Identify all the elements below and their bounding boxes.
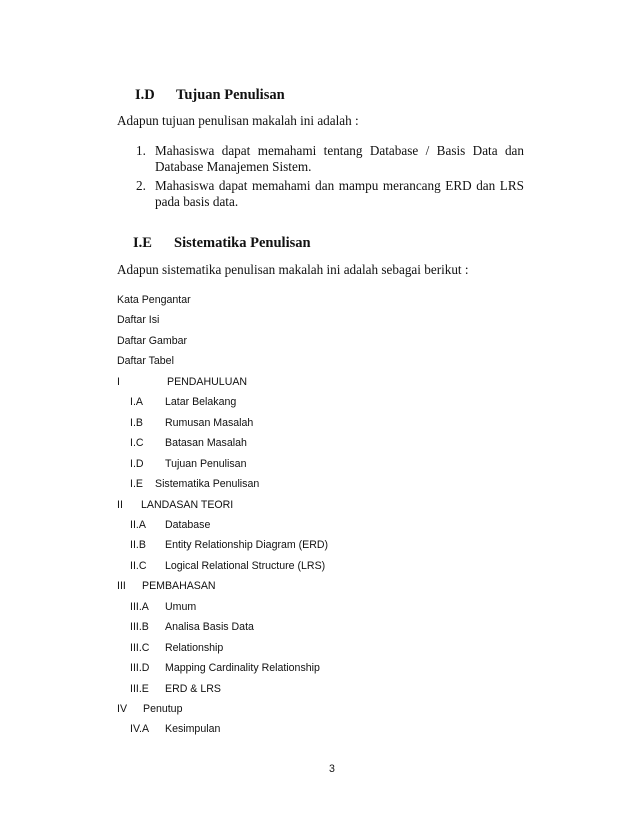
- toc-subsection: [130, 396, 236, 408]
- toc-title: Sistematika Penulisan: [155, 478, 260, 491]
- toc-title: PEMBAHASAN: [142, 580, 216, 593]
- toc-title: Daftar Tabel: [117, 355, 174, 368]
- toc-code: II.B: [130, 539, 146, 552]
- toc-code: II.A: [130, 518, 146, 531]
- list-item: [136, 143, 524, 175]
- toc-chapter: [117, 703, 182, 715]
- toc-code: III.B: [130, 621, 149, 634]
- toc-front-item: [117, 314, 159, 326]
- toc-front-item: [117, 355, 174, 367]
- toc-title: Logical Relational Structure (LRS): [165, 559, 326, 572]
- toc-title: Umum: [165, 600, 197, 613]
- toc-subsection: [130, 539, 328, 551]
- toc-code: I.B: [130, 416, 143, 429]
- section-heading-d: [135, 87, 285, 104]
- toc-code: III.C: [130, 641, 150, 654]
- section-title: Sistematika Penulisan: [174, 235, 311, 251]
- toc-title: ERD & LRS: [165, 682, 221, 695]
- toc-title: Penutup: [143, 703, 183, 715]
- toc-front-item: [117, 294, 191, 306]
- toc-title: Mapping Cardinality Relationship: [165, 662, 320, 675]
- toc-title: Analisa Basis Data: [165, 621, 254, 634]
- toc-code: II: [117, 498, 123, 511]
- toc-code: I: [117, 375, 120, 388]
- toc-title: Latar Belakang: [165, 396, 237, 409]
- toc-chapter: [117, 580, 216, 592]
- toc-title: LANDASAN TEORI: [141, 498, 234, 511]
- toc-code: IV.A: [130, 723, 150, 736]
- list-item-number: 1.: [136, 143, 146, 158]
- toc-title: Tujuan Penulisan: [165, 457, 247, 470]
- toc-subsection: [130, 560, 325, 572]
- section-number: I.E: [133, 235, 152, 251]
- toc-title: Daftar Isi: [117, 314, 160, 327]
- toc-subsection: [130, 601, 196, 613]
- toc-code: III.D: [130, 662, 150, 675]
- toc-title: Batasan Masalah: [165, 437, 247, 450]
- toc-code: I.D: [130, 457, 144, 470]
- toc-code: I.E: [130, 478, 143, 491]
- toc-subsection: [130, 437, 247, 449]
- section-title: Tujuan Penulisan: [176, 87, 285, 103]
- toc-subsection: [130, 642, 223, 654]
- toc-subsection: [130, 662, 320, 674]
- toc-subsection: [130, 458, 246, 470]
- toc-code: III: [117, 580, 126, 593]
- toc-chapter: [117, 499, 233, 511]
- objectives-list: [136, 143, 524, 213]
- toc-title: PENDAHULUAN: [167, 375, 248, 388]
- section-intro-e: Adapun sistematika penulisan makalah ini adalah sebagai berikut :: [117, 262, 469, 277]
- toc-title: Kata Pengantar: [117, 294, 191, 306]
- toc-title: Rumusan Masalah: [165, 416, 254, 429]
- toc-code: II.C: [130, 559, 147, 572]
- toc-code: I.C: [130, 437, 144, 450]
- toc-code: IV: [117, 703, 128, 715]
- toc-title: Entity Relationship Diagram (ERD): [165, 539, 329, 552]
- toc-title: Relationship: [165, 641, 224, 654]
- toc-subsection: [130, 519, 210, 531]
- toc-subsection: [130, 417, 253, 429]
- toc-code: I.A: [130, 396, 143, 409]
- section-intro-d: Adapun tujuan penulisan makalah ini adalah :: [117, 113, 359, 128]
- toc-code: III.E: [130, 682, 149, 695]
- toc-title: Kesimpulan: [165, 723, 221, 736]
- section-heading-e: [133, 235, 311, 252]
- toc-front-item: [117, 335, 187, 347]
- list-item: [136, 178, 524, 210]
- toc-subsection: [130, 723, 220, 735]
- toc-code: III.A: [130, 600, 149, 613]
- list-item-text: Mahasiswa dapat memahami tentang Database / Basis Data dan Database Manajemen Sistem.: [155, 143, 524, 174]
- toc-subsection: [130, 683, 221, 695]
- page-number: 3: [329, 763, 335, 775]
- toc-title: Database: [165, 518, 211, 531]
- toc-title: Daftar Gambar: [117, 334, 188, 347]
- toc-chapter: [117, 376, 247, 388]
- section-number: I.D: [135, 87, 155, 103]
- list-item-number: 2.: [136, 178, 146, 193]
- list-item-text: Mahasiswa dapat memahami dan mampu merancang ERD dan LRS pada basis data.: [155, 178, 524, 209]
- toc-subsection: [130, 621, 254, 633]
- toc-subsection: [130, 478, 259, 490]
